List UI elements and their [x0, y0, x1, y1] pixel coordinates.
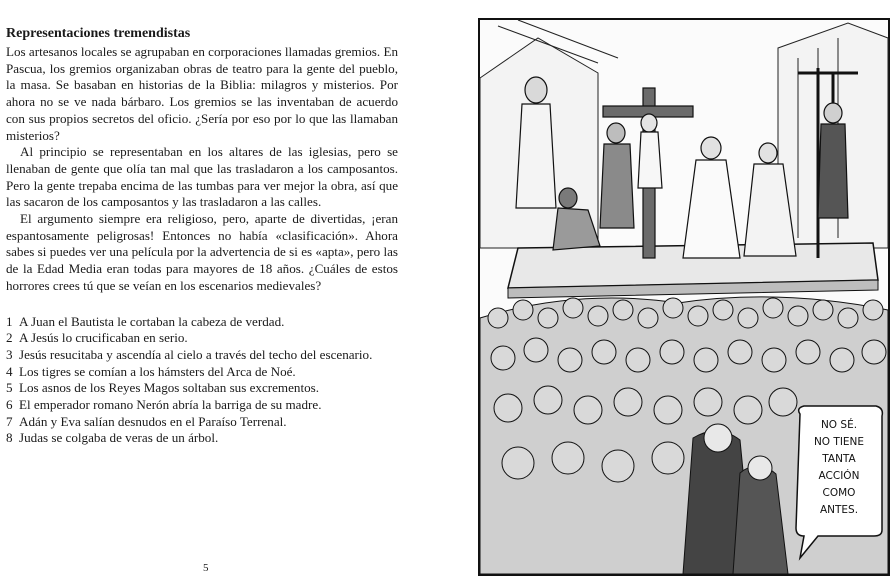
- speech-line: TANTA: [822, 453, 856, 465]
- speech-line: COMO: [822, 487, 856, 499]
- question-text: El emperador romano Nerón abría la barriga de su madre.: [19, 397, 322, 413]
- question-list: [6, 314, 398, 448]
- question-item: [6, 380, 398, 397]
- text-column: [6, 26, 398, 447]
- speech-line: NO TIENE: [813, 436, 865, 448]
- question-text: A Juan el Bautista le cortaban la cabeza de verdad.: [19, 313, 285, 329]
- speech-line: NO SÉ.: [820, 419, 858, 431]
- question-item: [6, 330, 398, 347]
- question-number: 5: [6, 380, 13, 396]
- question-number: 3: [6, 346, 13, 362]
- speech-line: ACCIÓN: [818, 470, 860, 482]
- question-text: Adán y Eva salían desnudos en el Paraíso Terrenal.: [19, 413, 287, 429]
- question-number: 1: [6, 313, 13, 329]
- question-item: [6, 397, 398, 414]
- question-text: Los tigres se comían a los hámsters del Arca de Noé.: [19, 363, 296, 379]
- paragraph-3: El argumento siempre era religioso, pero, aparte de divertidas, ¡eran espantosamente peligrosas! Entonces no había «clasificación». Ahora sabes si puedes ver una película por la advertencia de si es «apta», pero las de la Edad Media eran todas para mayores de 18 años. ¿Cuáles de estos horrores crees tú que se veían en los escenarios medievales?: [6, 211, 398, 293]
- question-text: Judas se colgaba de veras de un árbol.: [19, 430, 219, 446]
- question-item: [6, 414, 398, 431]
- question-item: [6, 347, 398, 364]
- speech-bubble: [796, 406, 882, 558]
- question-number: 2: [6, 330, 13, 346]
- paragraph-1: Los artesanos locales se agrupaban en corporaciones llamadas gremios. En Pascua, los gremios organizaban obras de teatro para la gente del pueblo, la masa. Se basaban en historias de la Biblia: milagros y misterios. Por ahora no se ve nada bárbaro. Los gremios se las inventaban de acuerdo con sus propios secretos del oficio. ¿Sería por eso por lo que las llamaban misterios?: [6, 44, 398, 143]
- question-number: 7: [6, 413, 13, 429]
- section-title: Representaciones tremendistas: [6, 26, 191, 41]
- question-number: 8: [6, 430, 13, 446]
- question-item: [6, 364, 398, 381]
- speech-line: ANTES.: [819, 504, 859, 516]
- question-number: 4: [6, 363, 13, 379]
- question-text: Jesús resucitaba y ascendía al cielo a través del techo del escenario.: [19, 346, 373, 362]
- comic-illustration: [478, 18, 890, 576]
- paragraph-2: Al principio se representaban en los altares de las iglesias, pero se llenaban de gente que olía tan mal que las trasladaron a los camposantos. Pero la gente trepaba encima de las tumbas para ver mejor la obra, así que las sacaron de los camposantos y las trasladaron a las calles.: [6, 144, 398, 210]
- question-text: A Jesús lo crucificaban en serio.: [19, 330, 188, 346]
- page-number: 5: [203, 562, 209, 574]
- question-item: [6, 314, 398, 331]
- question-text: Los asnos de los Reyes Magos soltaban sus excrementos.: [19, 380, 320, 396]
- question-number: 6: [6, 397, 13, 413]
- question-item: [6, 430, 398, 447]
